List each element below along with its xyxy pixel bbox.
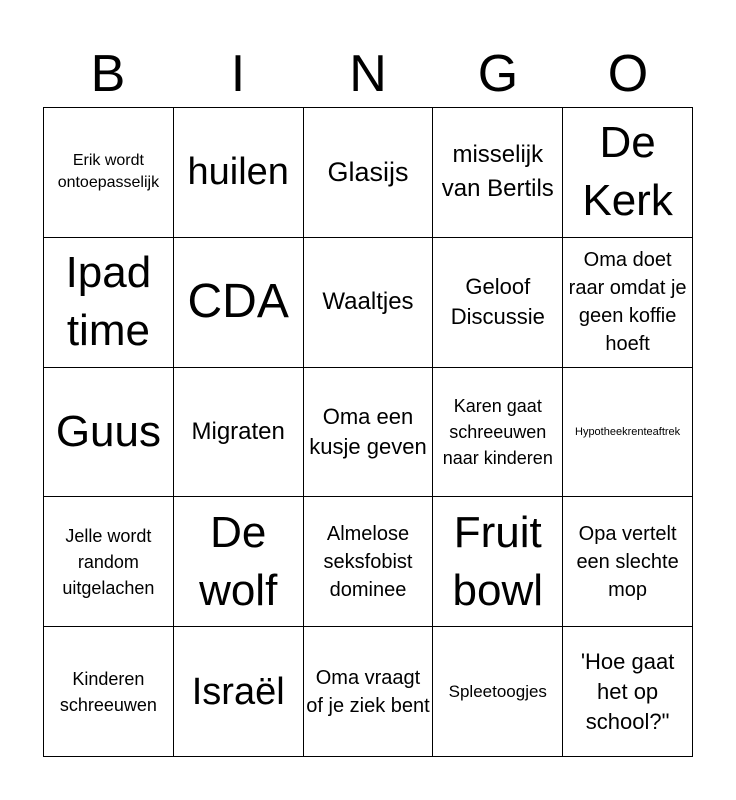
bingo-cell[interactable]: Oma een kusje geven — [304, 368, 434, 498]
header-letter-b: B — [90, 45, 126, 103]
bingo-cell[interactable]: Fruit bowl — [433, 497, 563, 627]
header-letter-g: G — [477, 45, 519, 103]
bingo-cell[interactable]: De Kerk — [563, 108, 693, 238]
bingo-cell[interactable]: Almelose seksfobist dominee — [304, 497, 434, 627]
bingo-cell[interactable]: Geloof Discussie — [433, 238, 563, 368]
bingo-cell[interactable]: Israël — [174, 627, 304, 757]
bingo-cell[interactable]: Karen gaat schreeuwen naar kinderen — [433, 368, 563, 498]
bingo-cell[interactable]: misselijk van Bertils — [433, 108, 563, 238]
bingo-header — [43, 40, 693, 108]
header-letter-i: I — [230, 45, 246, 103]
bingo-cell[interactable]: De wolf — [174, 497, 304, 627]
bingo-cell[interactable]: Hypotheekrenteaftrek — [563, 368, 693, 498]
bingo-cell[interactable]: Migraten — [174, 368, 304, 498]
bingo-cell[interactable]: Oma doet raar omdat je geen koffie hoeft — [563, 238, 693, 368]
bingo-cell[interactable]: CDA — [174, 238, 304, 368]
header-letter-n: N — [349, 45, 387, 103]
bingo-cell[interactable]: Guus — [44, 368, 174, 498]
bingo-cell[interactable]: Kinderen schreeuwen — [44, 627, 174, 757]
bingo-cell[interactable]: Ipad time — [44, 238, 174, 368]
bingo-card — [43, 107, 693, 757]
bingo-cell[interactable]: Spleetoogjes — [433, 627, 563, 757]
bingo-cell[interactable]: Glasijs — [304, 108, 434, 238]
bingo-cell[interactable]: Erik wordt ontoepasselijk — [44, 108, 174, 238]
bingo-cell[interactable]: huilen — [174, 108, 304, 238]
header-letter-o: O — [607, 45, 649, 103]
bingo-cell[interactable]: Oma vraagt of je ziek bent — [304, 627, 434, 757]
bingo-cell[interactable]: Jelle wordt random uitgelachen — [44, 497, 174, 627]
bingo-cell[interactable]: Opa vertelt een slechte mop — [563, 497, 693, 627]
bingo-cell[interactable]: 'Hoe gaat het op school?" — [563, 627, 693, 757]
bingo-cell[interactable]: Waaltjes — [304, 238, 434, 368]
